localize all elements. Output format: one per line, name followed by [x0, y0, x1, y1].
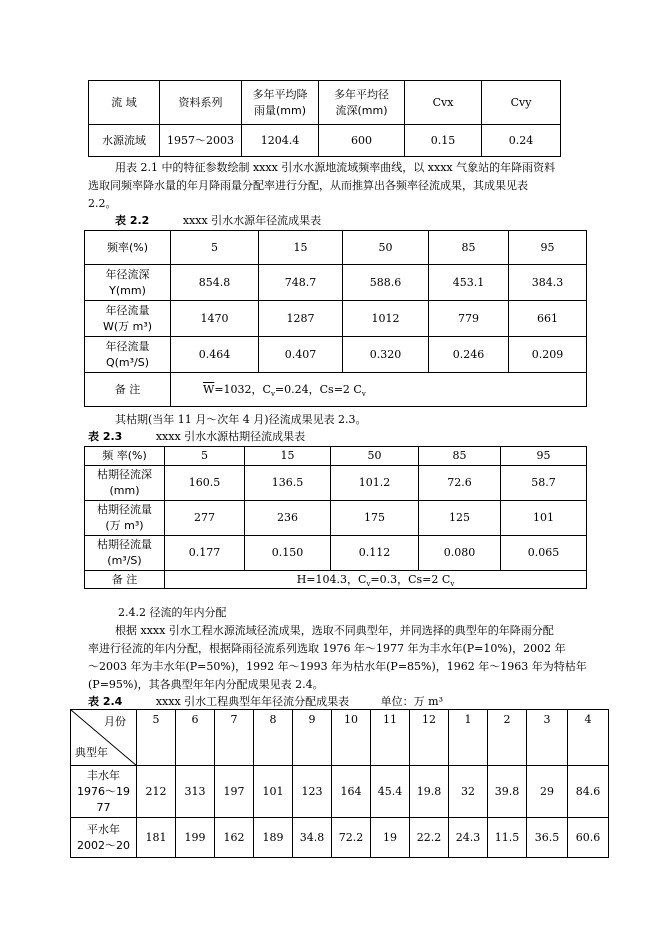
table-2-2-title: xxxx 引水水源年径流成果表: [182, 214, 322, 227]
freq-50: 50: [343, 231, 429, 265]
table-cell: 32: [449, 766, 488, 818]
header-month: 月份: [104, 715, 126, 728]
row-label-line2: 2002～20: [77, 838, 130, 852]
month-header: 7: [215, 710, 254, 766]
row-label-wet-year: [71, 766, 137, 818]
table-cell: 34.8: [293, 818, 332, 858]
header-typical-year: 典型年: [75, 746, 108, 759]
table-2-3-number: 表 2.3: [88, 430, 123, 443]
table-cell: 181: [137, 818, 176, 858]
table-cell: 19: [371, 818, 410, 858]
table-cell: 199: [176, 818, 215, 858]
table-dry-season-runoff: [84, 446, 587, 589]
row-label-line2: 1976～19: [77, 784, 130, 798]
table-cell: 29: [527, 766, 568, 818]
header-cvy: Cvy: [482, 81, 561, 125]
dry-depth-value: 72.6: [419, 466, 501, 501]
cell-basin-name: 水源流域: [89, 125, 160, 157]
month-header: 3: [527, 710, 568, 766]
table-cell: 189: [254, 818, 293, 858]
header-month-typical-year: [71, 710, 137, 766]
header-mean-rainfall-line2: 雨量(mm): [253, 103, 306, 117]
flow-value: 0.320: [343, 337, 429, 373]
label-frequency: 频率(%): [85, 231, 171, 265]
label-runoff-depth-line1: 年径流深: [105, 267, 150, 281]
label-runoff-flow: [85, 337, 171, 373]
section-line-4: (P=95%)，其各典型年年内分配成果见表 2.4。: [88, 678, 324, 691]
remarks-value: [171, 373, 587, 407]
remark-sub: v: [270, 389, 275, 398]
table-basin-parameters: [88, 80, 561, 157]
dry-flow-value: 0.177: [165, 536, 245, 571]
section-line-3: ～2003 年为丰水年(P=50%)，1992 年～1993 年为枯水年(P=85%)，1962 年～1963 年为特枯年: [88, 660, 587, 673]
month-header: 1: [449, 710, 488, 766]
table-cell: 60.6: [568, 818, 609, 858]
label-frequency: 频 率(%): [85, 447, 165, 466]
table-cell: 197: [215, 766, 254, 818]
table-cell: 39.8: [488, 766, 527, 818]
label-runoff-flow-line2: Q(m³/S): [105, 355, 150, 369]
paragraph-1-line-2: 选取同频率降水量的年月降雨量分配率进行分配，从而推算出各频率径流成果，其成果见表: [88, 179, 528, 192]
label-dry-volume-line2: (万 m³): [105, 519, 144, 532]
freq-5: 5: [171, 231, 259, 265]
month-header: 12: [410, 710, 449, 766]
depth-value: 588.6: [343, 265, 429, 301]
remark-part: =0.3，Cs=2 C: [370, 572, 451, 586]
table-cell: 22.2: [410, 818, 449, 858]
volume-value: 1470: [171, 301, 259, 337]
table-cell: 19.8: [410, 766, 449, 818]
table-cell: 101: [254, 766, 293, 818]
table-cell: 24.3: [449, 818, 488, 858]
table-cell: 45.4: [371, 766, 410, 818]
dry-volume-value: 175: [331, 501, 419, 536]
cell-data-series: 1957～2003: [160, 125, 242, 157]
freq-15: 15: [259, 231, 343, 265]
remarks-value: [165, 571, 587, 589]
depth-value: 854.8: [171, 265, 259, 301]
label-dry-volume: [85, 501, 165, 536]
remark-part: H=104.3，C: [296, 572, 367, 586]
flow-value: 0.464: [171, 337, 259, 373]
header-data-series: 资料系列: [160, 81, 242, 125]
month-header: 4: [568, 710, 609, 766]
header-mean-runoff-line1: 多年平均径: [334, 87, 389, 101]
volume-value: 661: [509, 301, 587, 337]
table-2-2-caption: [115, 214, 321, 228]
header-mean-rainfall-line1: 多年平均降: [252, 87, 308, 101]
depth-value: 384.3: [509, 265, 587, 301]
header-mean-rainfall: [242, 81, 319, 125]
label-dry-depth-line1: 枯期径流深: [97, 468, 152, 481]
label-dry-depth: [85, 466, 165, 501]
section-line-2: 率进行径流的年内分配，根据降雨径流系列选取 1976 年～1977 年为丰水年(P=10%)，2002 年: [88, 642, 566, 655]
freq-85: 85: [419, 447, 501, 466]
header-basin: 流 域: [89, 81, 160, 125]
table-annual-runoff: [84, 230, 587, 407]
freq-5: 5: [165, 447, 245, 466]
table-cell: 313: [176, 766, 215, 818]
month-header: 2: [488, 710, 527, 766]
freq-85: 85: [429, 231, 509, 265]
table-cell: 72.2: [332, 818, 371, 858]
table-cell: 11.5: [488, 818, 527, 858]
month-header: 10: [332, 710, 371, 766]
dry-depth-value: 160.5: [165, 466, 245, 501]
table-2-4-unit: 单位：万 m³: [380, 695, 443, 708]
label-runoff-volume-line2: W(万 m³): [102, 319, 153, 333]
month-header: 8: [254, 710, 293, 766]
dry-volume-value: 277: [165, 501, 245, 536]
row-label-line1: 丰水年: [87, 768, 120, 782]
remark-w-bar: $\overline{W}$: [203, 382, 215, 396]
volume-value: 1012: [343, 301, 429, 337]
section-line-1: 根据 xxxx 引水工程水源流域径流成果，选取不同典型年，并同选择的典型年的年降雨分配: [115, 624, 554, 637]
label-dry-volume-line1: 枯期径流量: [97, 503, 152, 516]
remark-part: =1032，C: [214, 382, 271, 396]
header-cvx: Cvx: [405, 81, 482, 125]
dry-depth-value: 136.5: [245, 466, 331, 501]
dry-depth-value: 101.2: [331, 466, 419, 501]
depth-value: 748.7: [259, 265, 343, 301]
row-label-normal-year: [71, 818, 137, 858]
table-2-3-caption: [88, 430, 305, 444]
remark-part: =0.24，Cs=2 C: [274, 382, 362, 396]
dry-flow-value: 0.065: [501, 536, 587, 571]
label-remarks: 备 注: [85, 571, 165, 589]
label-runoff-flow-line1: 年径流量: [105, 339, 150, 353]
remark-sub: v: [361, 389, 366, 398]
paragraph-1-line-3: 2.2。: [88, 197, 117, 210]
row-label-line1: 平水年: [87, 822, 120, 836]
month-header: 5: [137, 710, 176, 766]
month-header: 9: [293, 710, 332, 766]
dry-depth-value: 58.7: [501, 466, 587, 501]
table-cell: 123: [293, 766, 332, 818]
table-cell: 164: [332, 766, 371, 818]
label-runoff-depth: [85, 265, 171, 301]
table-typical-year-distribution: [70, 709, 609, 858]
freq-50: 50: [331, 447, 419, 466]
paragraph-2: 其枯期(当年 11 月～次年 4 月)径流成果见表 2.3。: [115, 413, 367, 426]
header-mean-runoff-depth: [319, 81, 405, 125]
month-header: 11: [371, 710, 410, 766]
label-runoff-volume-line1: 年径流量: [105, 303, 150, 317]
table-2-4-number: 表 2.4: [88, 695, 123, 708]
label-dry-flow: [85, 536, 165, 571]
cell-mean-rainfall: 1204.4: [242, 125, 319, 157]
flow-value: 0.407: [259, 337, 343, 373]
table-2-2-number: 表 2.2: [115, 214, 150, 227]
dry-volume-value: 101: [501, 501, 587, 536]
dry-volume-value: 236: [245, 501, 331, 536]
label-remarks: 备 注: [85, 373, 171, 407]
cell-mean-runoff-depth: 600: [319, 125, 405, 157]
flow-value: 0.246: [429, 337, 509, 373]
remark-sub: v: [450, 579, 455, 588]
flow-value: 0.209: [509, 337, 587, 373]
label-runoff-volume: [85, 301, 171, 337]
cell-cvx: 0.15: [405, 125, 482, 157]
volume-value: 779: [429, 301, 509, 337]
table-2-3-title: xxxx 引水水源枯期径流成果表: [155, 430, 306, 443]
paragraph-1-line-1: 用表 2.1 中的特征参数绘制 xxxx 引水水源地流域频率曲线，以 xxxx 气象站的年降雨资料: [115, 161, 556, 174]
remark-sub: v: [366, 579, 371, 588]
label-dry-flow-line1: 枯期径流量: [97, 538, 152, 551]
label-dry-depth-line2: (mm): [109, 484, 140, 497]
table-2-4-caption: [88, 695, 443, 709]
dry-flow-value: 0.112: [331, 536, 419, 571]
freq-95: 95: [509, 231, 587, 265]
row-label-line3: 77: [96, 800, 111, 814]
table-2-4-title: xxxx 引水工程典型年年径流分配成果表: [155, 695, 350, 708]
dry-flow-value: 0.080: [419, 536, 501, 571]
freq-95: 95: [501, 447, 587, 466]
table-cell: 212: [137, 766, 176, 818]
table-cell: 84.6: [568, 766, 609, 818]
table-cell: 162: [215, 818, 254, 858]
header-mean-runoff-line2: 流深(mm): [335, 103, 388, 117]
table-cell: 36.5: [527, 818, 568, 858]
dry-flow-value: 0.150: [245, 536, 331, 571]
dry-volume-value: 125: [419, 501, 501, 536]
section-heading: 2.4.2 径流的年内分配: [118, 606, 227, 619]
label-runoff-depth-line2: Y(mm): [109, 283, 146, 297]
month-header: 6: [176, 710, 215, 766]
cell-cvy: 0.24: [482, 125, 561, 157]
label-dry-flow-line2: (m³/S): [107, 554, 142, 567]
freq-15: 15: [245, 447, 331, 466]
depth-value: 453.1: [429, 265, 509, 301]
volume-value: 1287: [259, 301, 343, 337]
